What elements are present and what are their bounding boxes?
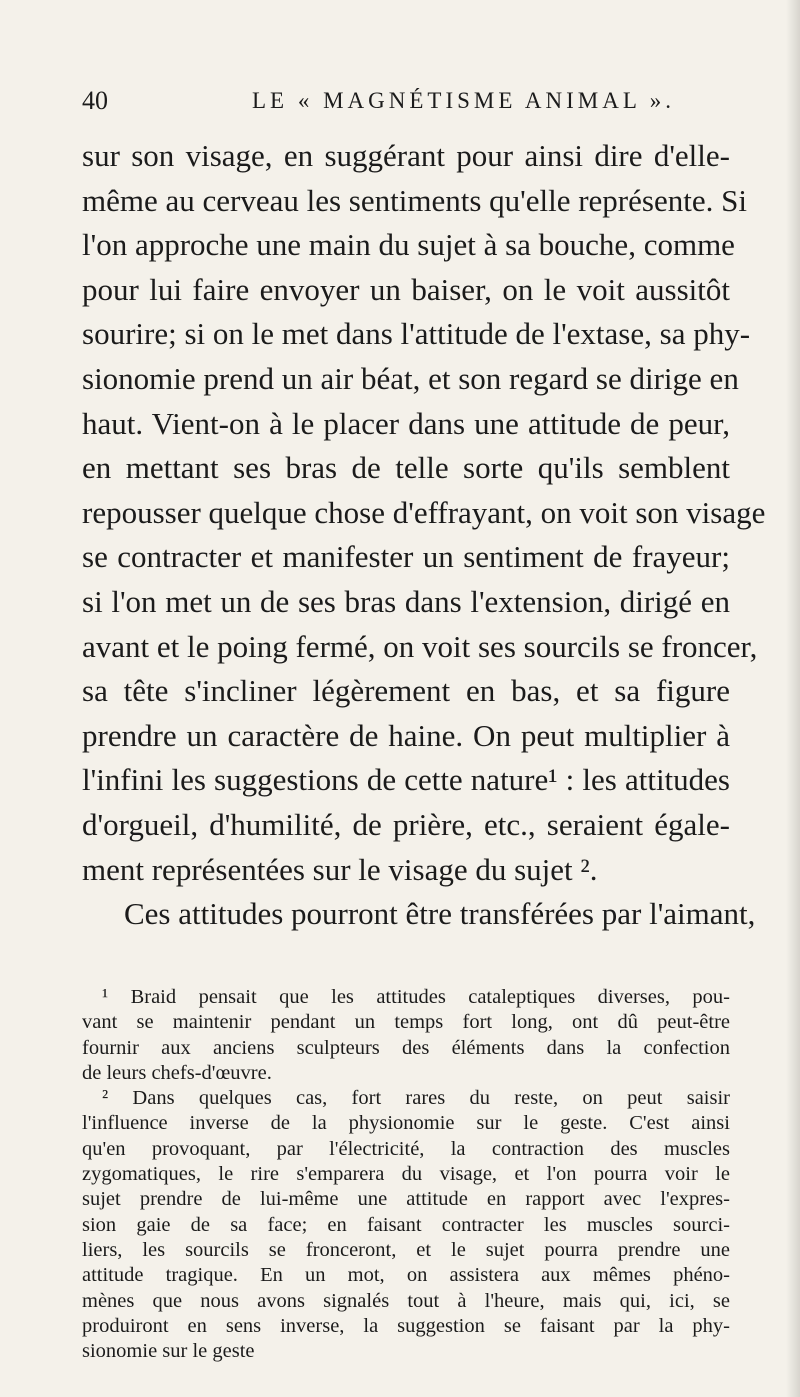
body-line: haut. Vient-on à le placer dans une attitude de peur, — [82, 405, 730, 441]
footnote-line: fournir aux anciens sculpteurs des éléments dans la confection — [82, 1036, 730, 1059]
body-line: si l'on met un de ses bras dans l'extension, dirigé en — [82, 583, 730, 619]
body-line: sourire; si on le met dans l'attitude de l'extase, sa phy- — [82, 316, 751, 352]
page-edge-shadow — [786, 0, 800, 1397]
body-line: même au cerveau les sentiments qu'elle représente. Si — [82, 182, 747, 218]
page-number: 40 — [82, 86, 108, 115]
body-line: avant et le poing fermé, on voit ses sourcils se froncer, — [82, 628, 758, 664]
footnote-line: ² Dans quelques cas, fort rares du reste, on peut saisir — [102, 1087, 730, 1110]
footnote-line: de leurs chefs-d'œuvre. — [82, 1061, 272, 1084]
body-line: repousser quelque chose d'effrayant, on voit son visage — [82, 494, 766, 530]
body-line: sur son visage, en suggérant pour ainsi dire d'elle- — [82, 138, 730, 173]
body-line: sionomie prend un air béat, et son regard se dirige en — [82, 360, 739, 396]
body-line: d'orgueil, d'humilité, de prière, etc., seraient égale- — [82, 806, 730, 842]
body-line: ment représentées sur le visage du sujet ². — [82, 851, 598, 887]
page-header — [82, 86, 726, 118]
footnote-line: sionomie sur le geste — [82, 1340, 255, 1363]
footnotes — [82, 985, 730, 1364]
footnote-line: liers, les sourcils se fronceront, et le sujet pourra prendre une — [82, 1238, 730, 1261]
footnote-line: ¹ Braid pensait que les attitudes cataleptiques diverses, pou- — [102, 986, 730, 1008]
footnote-line: sujet prendre de lui-même une attitude en rapport avec l'expres- — [82, 1188, 730, 1211]
body-line: pour lui faire envoyer un baiser, on le voit aussitôt — [82, 271, 730, 307]
body-line: sa tête s'incliner légèrement en bas, et sa figure — [82, 673, 730, 709]
running-title: LE « MAGNÉTISME ANIMAL ». — [252, 88, 676, 113]
footnote-line: qu'en provoquant, par l'électricité, la contraction des muscles — [82, 1137, 730, 1160]
body-text — [82, 134, 766, 937]
body-line: se contracter et manifester un sentiment de frayeur; — [82, 539, 730, 575]
footnote-line: l'influence inverse de la physionomie sur le geste. C'est ainsi — [82, 1112, 730, 1135]
body-line: en mettant ses bras de telle sorte qu'ils semblent — [82, 450, 730, 486]
body-line: l'infini les suggestions de cette nature¹ : les attitudes — [82, 762, 730, 798]
footnote-line: sion gaie de sa face; en faisant contracter les muscles sourci- — [82, 1213, 730, 1236]
body-line: prendre un caractère de haine. On peut multiplier à — [82, 717, 730, 753]
footnote-line: vant se maintenir pendant un temps fort long, ont dû peut-être — [82, 1011, 730, 1034]
footnote-line: zygomatiques, le rire s'emparera du visage, et l'on pourra voir le — [82, 1163, 730, 1186]
body-line: Ces attitudes pourront être transférées par l'aimant, — [124, 896, 756, 932]
footnote-line: produiront en sens inverse, la suggestion se faisant par la phy- — [82, 1314, 730, 1337]
footnote-line: attitude tragique. En un mot, on assistera aux mêmes phéno- — [82, 1264, 730, 1287]
footnote-line: mènes que nous avons signalés tout à l'heure, mais qui, ici, se — [82, 1289, 730, 1312]
body-line: l'on approche une main du sujet à sa bouche, comme — [82, 227, 735, 263]
